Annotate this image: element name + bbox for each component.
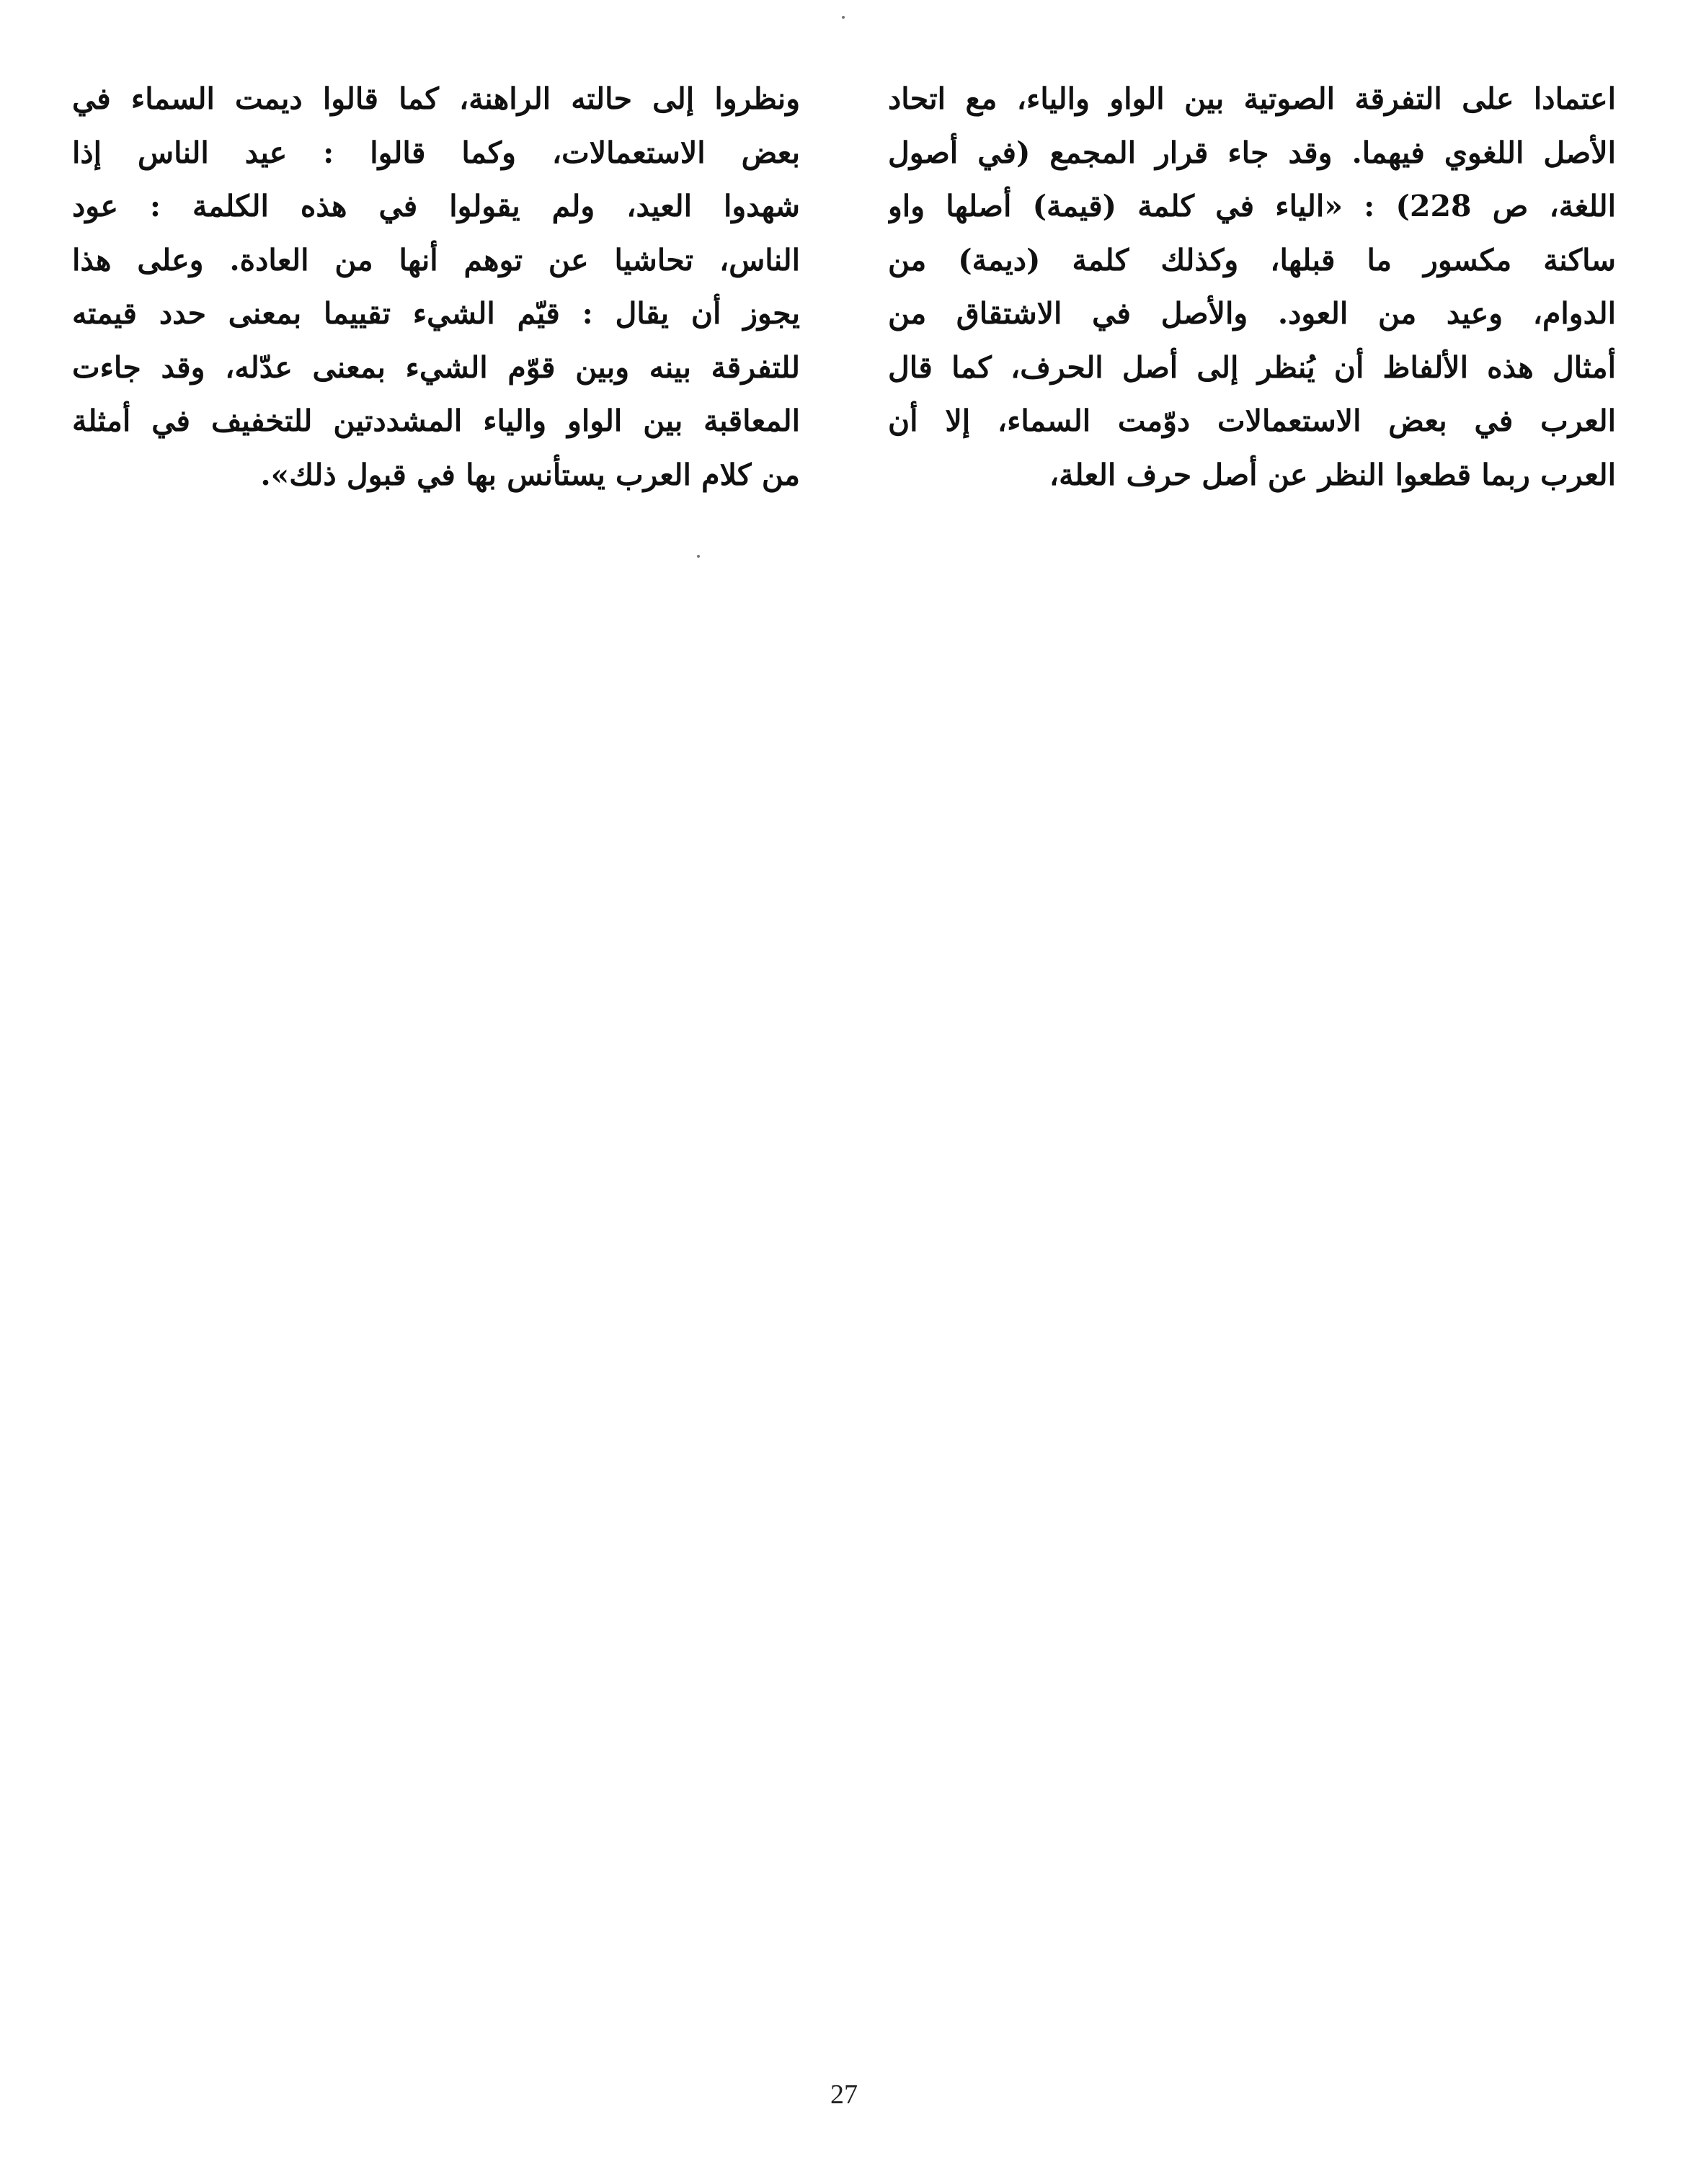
- text-column-left: [72, 72, 800, 502]
- text-line: الناس، تحاشيا عن توهم أنها من العادة. وعلى هذا: [72, 242, 800, 277]
- page-number: 27: [830, 2080, 858, 2110]
- text-line: بعض الاستعمالات، وكما قالوا : عيد الناس إذا: [72, 135, 800, 170]
- text-line: للتفرقة بينه وبين قوّم الشيء بمعنى عدّله، وقد جاءت: [72, 349, 800, 385]
- text-column-right: [888, 72, 1616, 502]
- text-line: العرب ربما قطعوا النظر عن أصل حرف العلة،: [1049, 457, 1616, 492]
- text-line: اللغة، ص 228) : «الياء في كلمة (قيمة) أصلها واو: [888, 189, 1616, 223]
- text-line: من كلام العرب يستأنس بها في قبول ذلك».: [260, 457, 800, 492]
- text-line: ونظروا إلى حالته الراهنة، كما قالوا ديمت السماء في: [72, 81, 800, 116]
- scan-speck: [697, 555, 700, 558]
- text-line: العرب في بعض الاستعمالات دوّمت السماء، إلا أن: [888, 404, 1616, 438]
- text-line: شهدوا العيد، ولم يقولوا في هذه الكلمة : عود: [72, 189, 800, 223]
- text-line: الأصل اللغوي فيهما. وقد جاء قرار المجمع (في أصول: [888, 135, 1616, 170]
- text-line: اعتمادا على التفرقة الصوتية بين الواو والياء، مع اتحاد: [888, 81, 1616, 116]
- scan-speck: [842, 16, 845, 19]
- text-line: ساكنة مكسور ما قبلها، وكذلك كلمة (ديمة) من: [888, 242, 1616, 277]
- text-line: يجوز أن يقال : قيّم الشيء تقييما بمعنى حدد قيمته: [72, 296, 800, 331]
- text-line: الدوام، وعيد من العود. والأصل في الاشتقاق من: [888, 296, 1616, 331]
- text-line: المعاقبة بين الواو والياء المشددتين للتخفيف في أمثلة: [72, 404, 800, 438]
- text-line: أمثال هذه الألفاظ أن يُنظر إلى أصل الحرف، كما قال: [888, 349, 1616, 385]
